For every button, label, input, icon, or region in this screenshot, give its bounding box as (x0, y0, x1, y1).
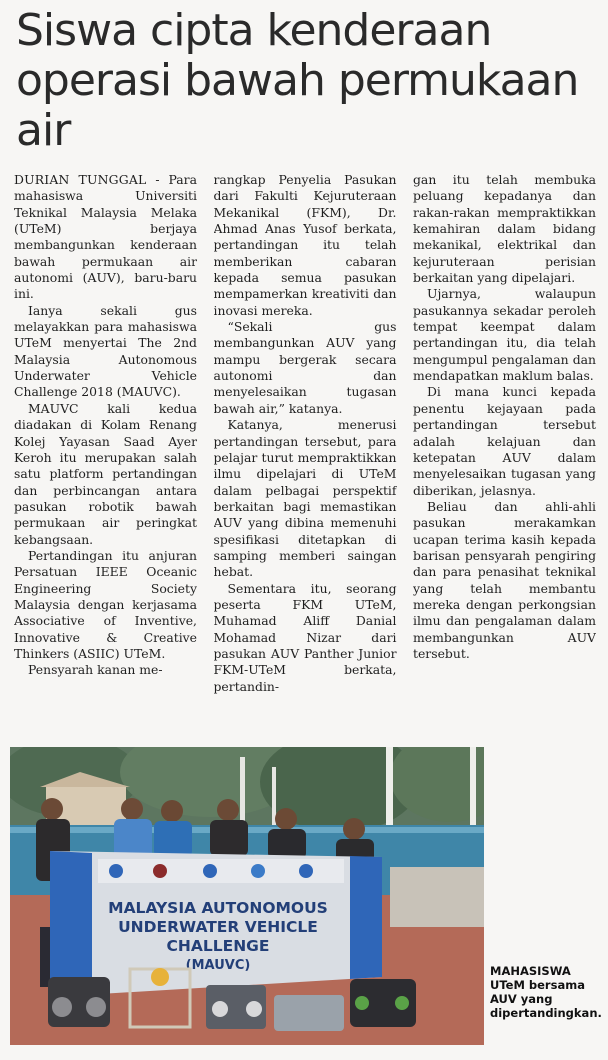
paragraph: gan itu telah membuka peluang kepadanya dan rakan-rakan mempraktikkan kemahiran dalam bidang mekanikal, elektrikal dan kejuruteraan perisian berkaitan yang dipelajari. (413, 172, 596, 286)
paragraph-text: Para mahasiswa Universiti Teknikal Malaysia Melaka (UTeM) berjaya membangunkan kenderaan bawah permukaan air autonomi (AUV), baru-baru ini. (14, 172, 197, 302)
team-photo-illustration (10, 747, 484, 1045)
article-body (14, 172, 596, 740)
article-column-2 (214, 172, 397, 740)
banner-line: CHALLENGE (166, 937, 270, 955)
paragraph: Beliau dan ahli-ahli pasukan merakamkan ucapan terima kasih kepada barisan pensyarah pengiring dan para penasihat teknikal yang telah membantu mereka dengan perkongsian ilmu dan pengalaman dalam membangunkan AUV tersebut. (413, 498, 596, 661)
paragraph: Ianya sekali gus melayakkan para mahasiswa UTeM menyertai The 2nd Malaysia Autonomous Underwater Vehicle Challenge 2018 (MAUVC). (14, 302, 197, 400)
banner-line: (MAUVC) (185, 958, 251, 973)
mauvc-banner (50, 851, 382, 997)
paragraph: Pensyarah kanan me- (28, 662, 163, 678)
paragraph (14, 172, 197, 303)
paragraph: Katanya, menerusi pertandingan tersebut, para pelajar turut mempraktikkan ilmu dipelajari di UTeM dalam pelbagai perspektif berkaitan bagi memastikan AUV yang dibina memenuhi spesifikasi ditetapkan di samping memberi saingan hebat. (213, 417, 397, 580)
dateline: DURIAN TUNGGAL - (14, 172, 160, 187)
paragraph: Sementara itu, seorang peserta FKM UTeM, Muhamad Aliff Danial Mohamad Nizar dari pasukan AUV Panther Junior FKM-UTeM berkata, pertandin- (213, 580, 397, 694)
photo-caption: MAHASISWA UTeM bersama AUV yang dipertandingkan. (490, 964, 602, 1020)
headline: Siswa cipta kenderaan operasi bawah permukaan air (16, 5, 579, 156)
article-column-1 (14, 172, 197, 740)
paragraph: “Sekali gus membangunkan AUV yang mampu bergerak secara autonomi dan menyelesaikan tugasan bawah air,” katanya. (213, 319, 397, 416)
banner-line: UNDERWATER VEHICLE (118, 918, 318, 936)
paragraph: Pertandingan itu anjuran Persatuan IEEE Oceanic Engineering Society Malaysia dengan kerjasama Associative of Inventive, Innovative & Creative Thinkers (ASIIC) UTeM. (14, 547, 197, 661)
paragraph: MAUVC kali kedua diadakan di Kolam Renang Kolej Yayasan Saad Ayer Keroh itu merupakan salah satu platform pertandingan dan perbincangan antara pasukan robotik bawah permukaan air peringkat kebangsaan. (14, 400, 197, 547)
paragraph: rangkap Penyelia Pasukan dari Fakulti Kejuruteraan Mekanikal (FKM), Dr. Ahmad Anas Yusof berkata, pertandingan itu telah memberikan cabaran kepada semua pasukan mempamerkan kreativiti dan inovasi mereka. (213, 172, 397, 318)
paragraph: Ujarnya, walaupun pasukannya sekadar peroleh tempat keempat dalam pertandingan itu, dia telah mengumpul pengalaman dan mendapatkan maklum balas. (413, 286, 596, 384)
banner-line: MALAYSIA AUTONOMOUS (108, 899, 328, 917)
paragraph: Di mana kunci kepada penentu kejayaan pada pertandingan tersebut adalah kelajuan dan ketepatan AUV dalam menyelesaikan tugasan yang diberikan, jelasnya. (413, 384, 596, 498)
news-photo (10, 747, 484, 1045)
article-column-3 (413, 172, 596, 740)
